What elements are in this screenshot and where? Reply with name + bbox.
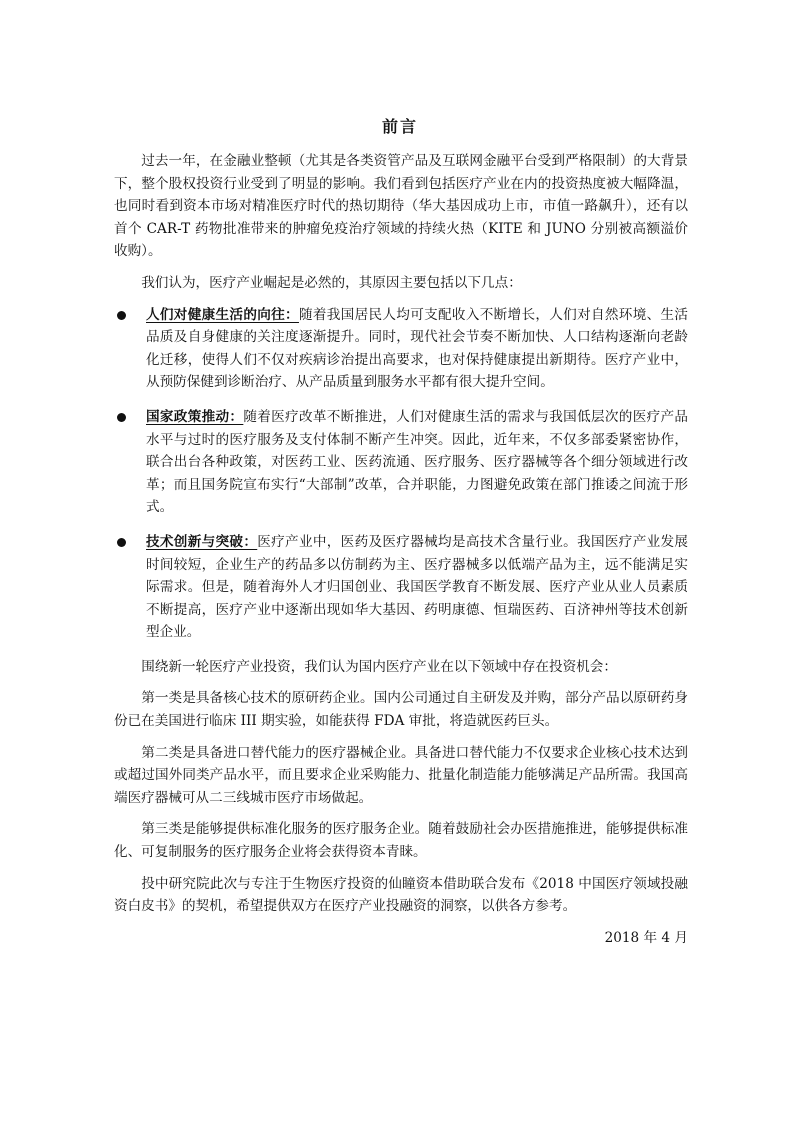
closing-paragraph: 第三类是能够提供标准化服务的医疗服务企业。随着鼓励社会办医措施推进，能够提供标准化、可复制服务的医疗服务企业将会获得资本青睐。 <box>114 821 688 861</box>
bullet-text: 随着医疗改革不断推进，人们对健康生活的需求与我国低层次的医疗产品水平与过时的医疗服务及支付体制不断产生冲突。因此，近年来，不仅多部委紧密协作，联合出台各种政策，对医药工业、医药流通、医疗服务、医疗器械等各个细分领域进行改革；而且国务院宣布实行“大部制”改革，合并职能，力图避免政策在部门推诿之间流于形式。 <box>146 408 689 516</box>
reasons-list <box>114 304 688 644</box>
closing-paragraph: 第二类是具备进口替代能力的医疗器械企业。具备进口替代能力不仅要求企业核心技术达到或超过国外同类产品水平，而且要求企业采购能力、批量化制造能力能够满足产品所需。我国高端医疗器械可从二三线城市医疗市场做起。 <box>114 744 688 806</box>
intro-paragraph: 过去一年，在金融业整顿（尤其是各类资管产品及互联网金融平台受到严格限制）的大背景下，整个股权投资行业受到了明显的影响。我们看到包括医疗产业在内的投资热度被大幅降温，也同时看到资本市场对精准医疗时代的热切期待（华大基因成功上市，市值一路飙升），还有以首个 CAR-T 药物批准带来的肿瘤免疫治疗领域的持续火热（KITE 和 JUNO 分别被高额溢价收购）。 <box>114 153 688 260</box>
list-item <box>84 304 688 394</box>
page-title: 前言 <box>381 117 418 136</box>
document-date: 2018 年 4 月 <box>604 930 688 946</box>
bullet-icon <box>117 311 126 320</box>
bullet-heading: 技术创新与突破： <box>146 533 258 550</box>
list-item <box>84 406 688 519</box>
bullet-icon <box>117 413 126 422</box>
intro-paragraph: 我们认为，医疗产业崛起是必然的，其原因主要包括以下几点： <box>141 274 522 291</box>
closing-paragraph: 第一类是具备核心技术的原研药企业。国内公司通过自主研发及并购，部分产品以原研药身份已在美国进行临床 III 期实验，如能获得 FDA 审批，将造就医药巨头。 <box>114 690 688 730</box>
closing-paragraph: 围绕新一轮医疗产业投资，我们认为国内医疗产业在以下领域中存在投资机会： <box>141 658 617 675</box>
list-item-content <box>146 406 688 519</box>
list-item-content <box>146 531 688 644</box>
list-item-content <box>146 304 688 394</box>
bullet-text: 医疗产业中，医药及医疗器械均是高技术含量行业。我国医疗产业发展时间较短，企业生产的药品多以仿制药为主、医疗器械多以低端产品为主，远不能满足实际需求。但是，随着海外人才归国创业、我国医学教育不断发展、医疗产业从业人员素质不断提高，医疗产业中逐渐出现如华大基因、药明康德、恒瑞医药、百济神州等技术创新型企业。 <box>146 533 689 641</box>
list-item <box>84 531 688 644</box>
bullet-icon <box>117 538 126 547</box>
bullet-heading: 国家政策推动： <box>146 408 244 425</box>
closing-paragraph: 投中研究院此次与专注于生物医疗投资的仙瞳资本借助联合发布《2018 中国医疗领域投融资白皮书》的契机，希望提供双方在医疗产业投融资的洞察，以供各方参考。 <box>114 875 688 915</box>
bullet-text: 随着我国居民人均可支配收入不断增长，人们对自然环境、生活品质及自身健康的关注度逐渐提升。同时，现代社会节奏不断加快、人口结构逐渐向老龄化迁移，使得人们不仅对疾病诊治提出高要求，也对保持健康提出新期待。医疗产业中，从预防保健到诊断治疗、从产品质量到服务水平都有很大提升空间。 <box>146 306 689 391</box>
document-body <box>114 150 688 927</box>
bullet-heading: 人们对健康生活的向往： <box>146 306 299 323</box>
